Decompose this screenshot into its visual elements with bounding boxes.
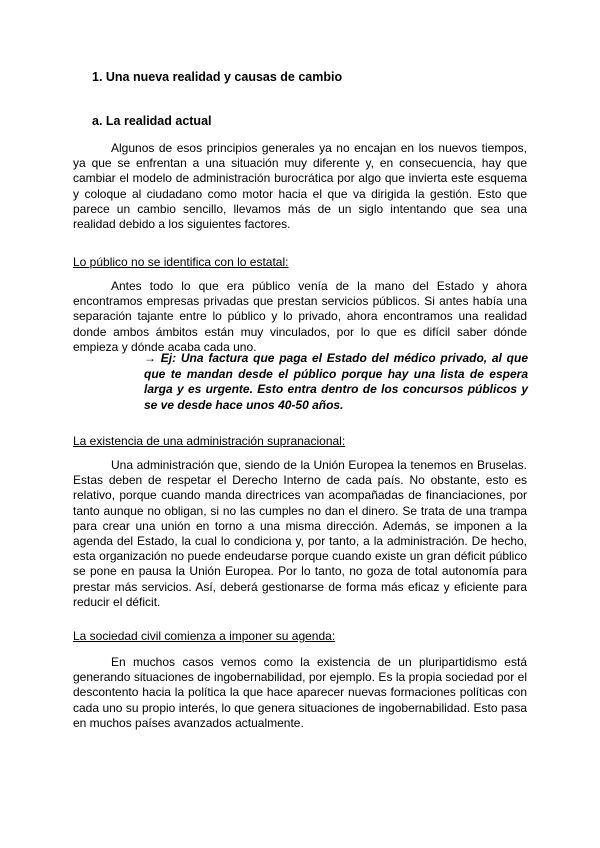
section-body-supranacional: Una administración que, siendo de la Unión Europea la tenemos en Bruselas. Estas deben de respetar el Derecho Interno de cada país. No obstante, esto es relativo, porque cuando manda directrices van acompañadas de financiaciones, por tanto aunque no obligan, si no las cumples no dan el dinero. Se trata de una trampa para crear una unión en torno a una misma dirección. Además, se imponen a la agenda del Estado, la cual lo condiciona y, por tanto, a la administración. De hecho, esta organización no puede endeudarse porque cuando existe un gran déficit público se pone en pausa la Unión Europea. Por lo tanto, no goza de total autonomía para prestar más servicios. Así, deberá gestionarse de forma más eficaz y eficiente para reducir el déficit. [73, 458, 527, 609]
section-title-publico: Lo público no se identifica con lo estatal: [73, 255, 289, 269]
section-body-publico: Antes todo lo que era público venía de la mano del Estado y ahora encontramos empresas privadas que prestan servicios públicos. Si antes había una separación tajante entre lo público y lo privado, ahora encontramos una realidad donde ambos ámbitos están muy vinculados, por lo que es difícil saber dónde empieza y dónde acaba cada uno. [73, 279, 527, 354]
heading-subsection-a: a. La realidad actual [92, 114, 212, 128]
section-title-supranacional: La existencia de una administración supranacional: [73, 434, 346, 448]
section-body-sociedad: En muchos casos vemos como la existencia de un pluripartidismo está generando situaciones de ingobernabilidad, por ejemplo. Es la propia sociedad por el descontento hacia la política la que hace aparecer nuevas formaciones políticas con cada uno su propio interés, lo que genera situaciones de ingobernabilidad. Esto pasa en muchos países avanzados actualmente. [73, 655, 527, 730]
section-title-sociedad: La sociedad civil comienza a imponer su agenda: [73, 629, 336, 643]
arrow-icon: → [144, 351, 156, 365]
intro-paragraph: Algunos de esos principios generales ya no encajan en los nuevos tiempos, ya que se enfrentan a una situación muy diferente y, en consecuencia, hay que cambiar el modelo de administración burocrática por algo que invierta este esquema y coloque al ciudadano como motor hacia el que va dirigida la gestión. Esto que parece un cambio sencillo, llevamos más de un siglo intentando que sea una realidad debido a los siguientes factores. [73, 141, 527, 232]
example-note [144, 351, 528, 413]
example-text: Ej: Una factura que paga el Estado del médico privado, al que que te mandan desde el público porque hay una lista de espera larga y es urgente. Esto entra dentro de los concursos públicos y se ve desde hace unos 40-50 años. [144, 351, 528, 412]
heading-section-1: 1. Una nueva realidad y causas de cambio [92, 70, 343, 84]
